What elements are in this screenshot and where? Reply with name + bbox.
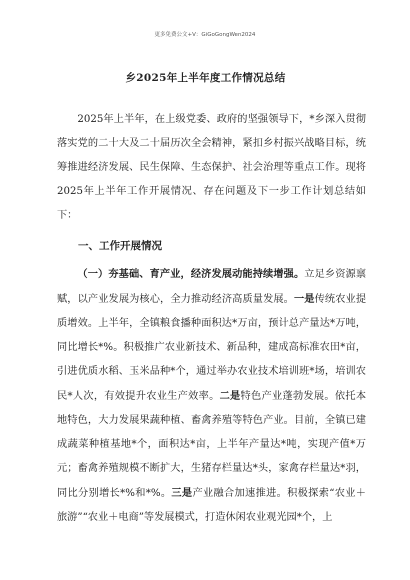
section-heading-1: 一、工作开展情况 [78,240,162,252]
lead-label-2: 二是 [219,390,241,402]
paragraph-text: 传统农业提质增效。上半年，全镇粮食播种面积达*万亩，预计总产量达*万吨，同比增长*%。积极推广农业新技术、新品种，建成高标准农田*亩，引进优质水稻、玉米品种*个，通过举办农业技术培训班*场，培训农民*人次，有效提升农业生产效率。 [57,294,367,402]
lead-label-1: 一是 [294,293,315,305]
document-title: 乡2025年上半年度工作情况总结 [125,72,286,84]
intro-paragraph: 2025年上半年，在上级党委、政府的坚强领导下，*乡深入贯彻落实党的二十大及二十届历次全会精神，紧扣乡村振兴战略目标，统筹推进经济发展、民生保障、生态保护、社会治理等重点工作。现将2025年上半年工作开展情况、存在问题及下一步工作计划总结如下： [57,114,366,221]
lead-label-3: 三是 [171,487,193,499]
paragraph-text: 特色产业蓬勃发展。依托本地特色，大力发展果蔬种植、畜禽养殖等特色产业。目前，全镇已建成蔬菜种植基地*个，面积达*亩，上半年产量达*吨，实现产值*万元；畜禽养殖规模不断扩大，生猪存栏量达*头，家禽存栏量达*羽，同比分别增长*%和*%。 [57,391,367,499]
paragraph-text: 产业融合加速推进。积极探索“农业＋旅游”“农业＋电商”等发展模式，打造休闲农业观光园*个，上 [57,488,366,523]
paragraph-text: 立足乡资源禀赋，以产业发展为核心，全力推动经济高质量发展。 [57,269,367,305]
header-note: 更多免费公文+V：GiGoGongWen2024 [154,32,256,38]
section-1-1-paragraph [57,262,366,530]
subsection-heading: （一）夯基础、育产业，经济发展动能持续增强。 [77,268,305,280]
